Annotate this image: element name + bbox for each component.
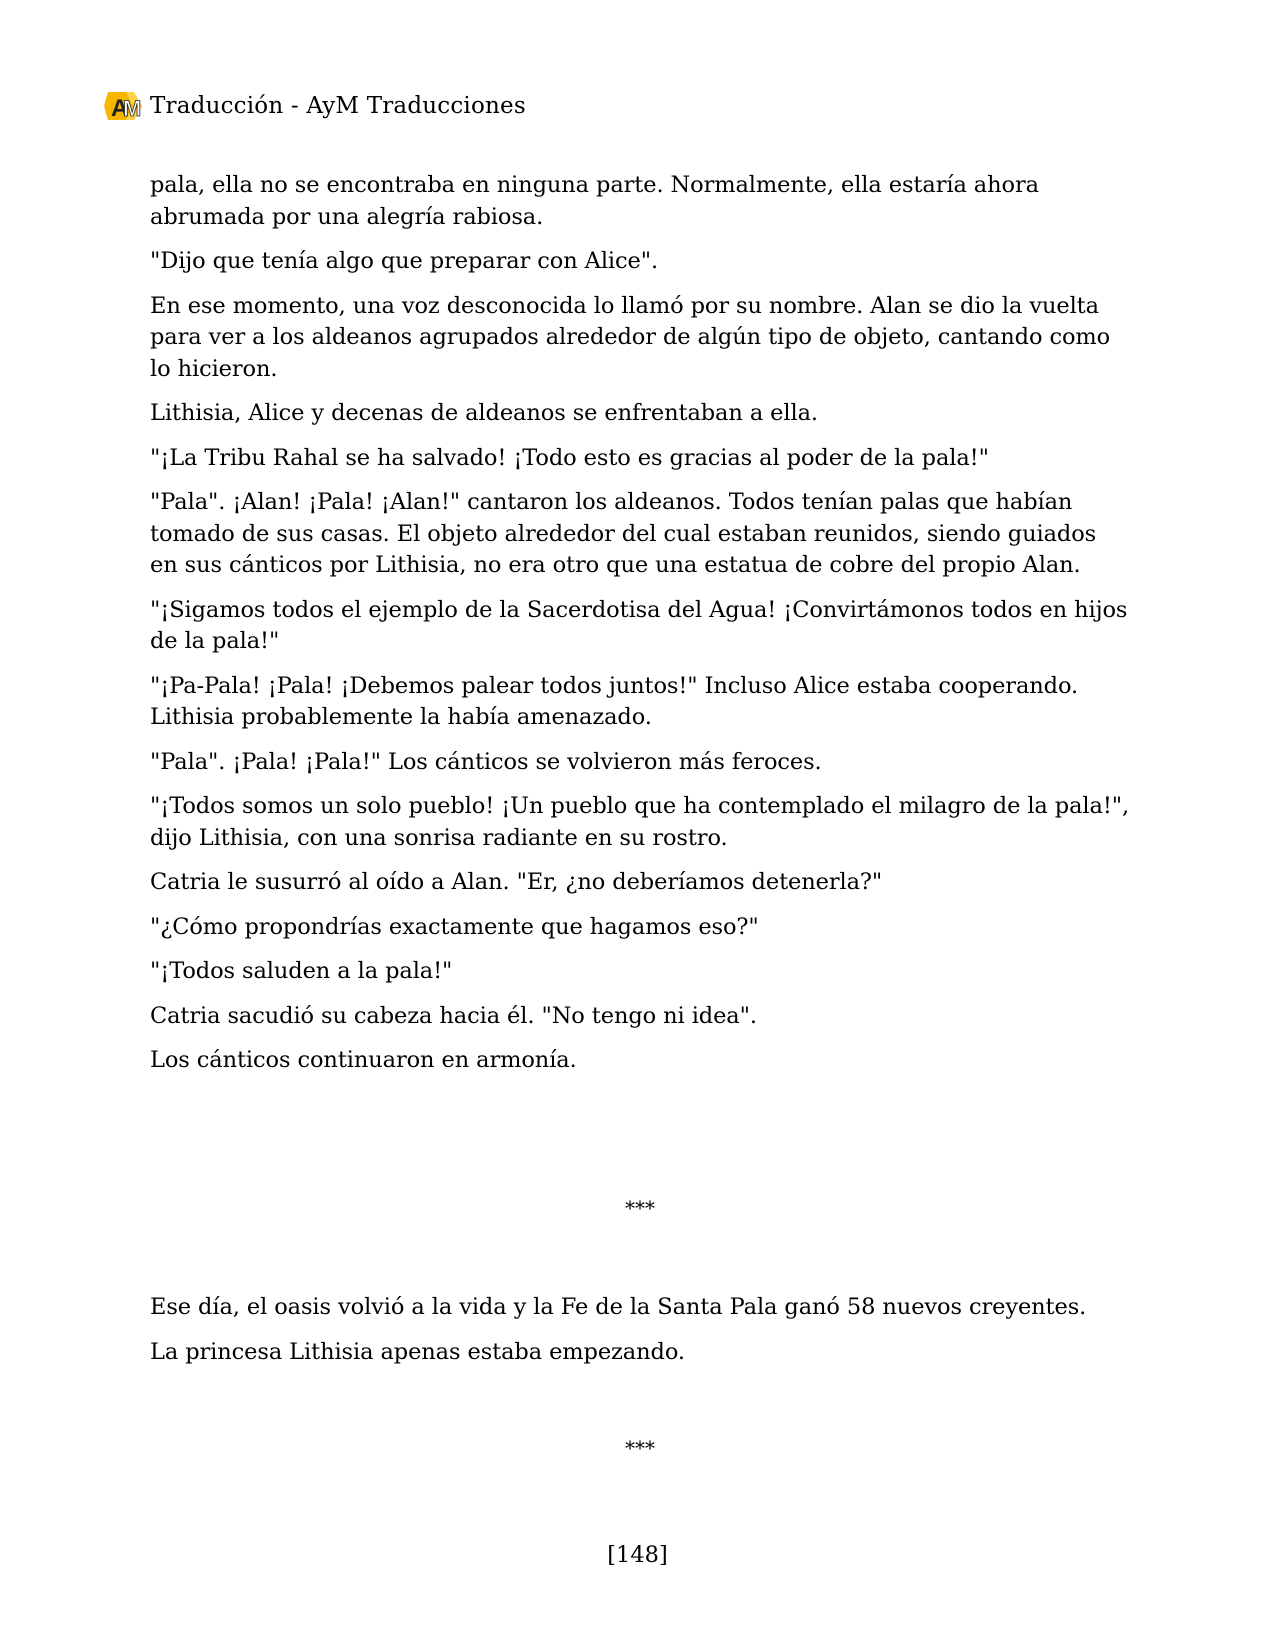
paragraph: "¡Todos somos un solo pueblo! ¡Un pueblo que ha contemplado el milagro de la pala!", dijo Lithisia, con una sonrisa radiante en su rostro. xyxy=(150,793,1130,851)
aym-logo-icon xyxy=(104,90,144,122)
paragraph: pala, ella no se encontraba en ninguna parte. Normalmente, ella estaría ahora abrumada por una alegría rabiosa. xyxy=(150,172,1039,230)
paragraph: "Dijo que tenía algo que preparar con Alice". xyxy=(150,248,659,274)
paragraph: En ese momento, una voz desconocida lo llamó por su nombre. Alan se dio la vuelta para ver a los aldeanos agrupados alrededor de algún tipo de objeto, cantando como lo hicieron. xyxy=(150,292,1111,382)
paragraph: "Pala". ¡Pala! ¡Pala!" Los cánticos se volvieron más feroces. xyxy=(150,748,822,775)
page-number: [148] xyxy=(607,1542,668,1568)
header-title: Traducción - AyM Traducciones xyxy=(150,93,526,119)
paragraph: Catria le susurró al oído a Alan. "Er, ¿no deberíamos detenerla?" xyxy=(150,869,883,895)
paragraph: Los cánticos continuaron en armonía. xyxy=(150,1047,577,1073)
paragraph: Lithisia, Alice y decenas de aldeanos se enfrentaban a ella. xyxy=(150,400,818,426)
scene-separator: *** xyxy=(625,1196,655,1220)
closing-text xyxy=(150,1292,1130,1381)
paragraph: Catria sacudió su cabeza hacia él. "No tengo ni idea". xyxy=(150,1002,757,1029)
svg-text:A: A xyxy=(111,95,129,122)
svg-text:M: M xyxy=(123,96,142,121)
paragraph: "¡Todos saluden a la pala!" xyxy=(150,958,453,984)
paragraph: "¡Pa-Pala! ¡Pala! ¡Debemos palear todos juntos!" Incluso Alice estaba cooperando. Lithisia probablemente la había amenazado. xyxy=(150,672,1079,730)
paragraph: Ese día, el oasis volvió a la vida y la Fe de la Santa Pala ganó 58 nuevos creyentes. xyxy=(150,1294,1087,1320)
main-text xyxy=(150,170,1130,1090)
paragraph: "¡La Tribu Rahal se ha salvado! ¡Todo esto es gracias al poder de la pala!" xyxy=(150,444,989,471)
paragraph: La princesa Lithisia apenas estaba empezando. xyxy=(150,1338,685,1365)
page-header xyxy=(104,88,526,124)
paragraph: "¿Cómo propondrías exactamente que hagamos eso?" xyxy=(150,913,759,940)
paragraph: "Pala". ¡Alan! ¡Pala! ¡Alan!" cantaron los aldeanos. Todos tenían palas que habían tomado de sus casas. El objeto alrededor del cual estaban reunidos, siendo guiados en sus cánticos por Lithisia, no era otro que una estatua de cobre del propio Alan. xyxy=(150,489,1097,578)
paragraph: "¡Sigamos todos el ejemplo de la Sacerdotisa del Agua! ¡Convirtámonos todos en hijos de la pala!" xyxy=(150,596,1128,654)
scene-separator: *** xyxy=(625,1436,655,1460)
